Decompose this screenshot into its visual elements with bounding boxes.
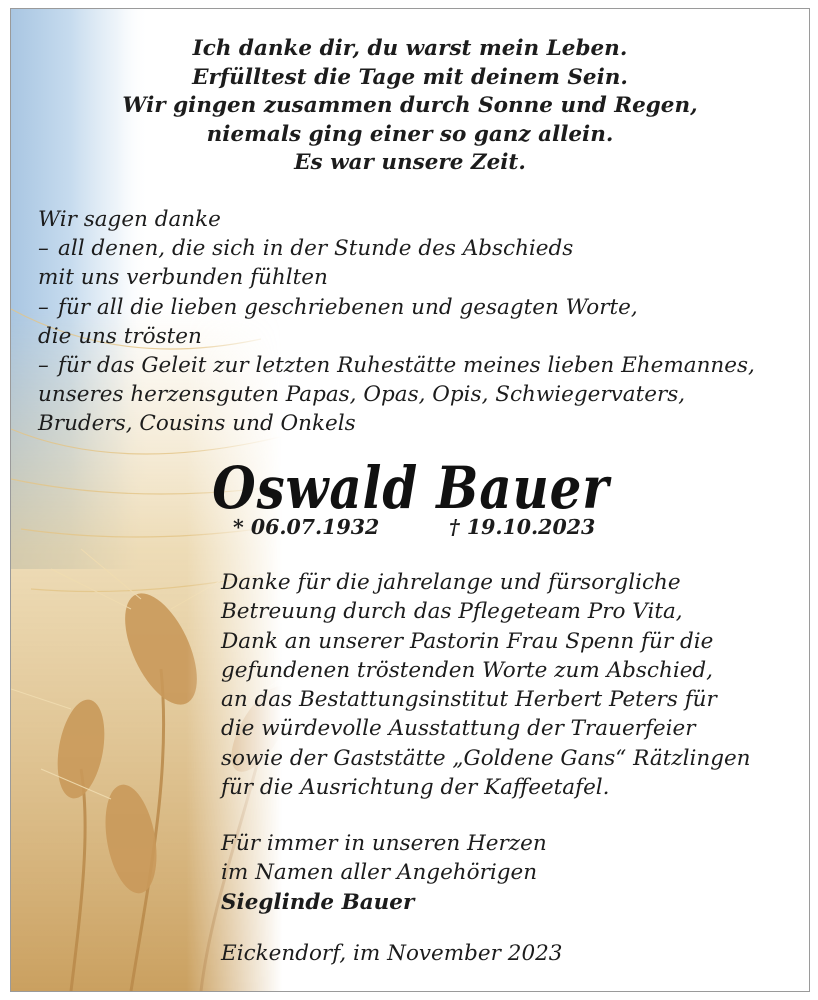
- thanks-item-text: für all die lieben geschriebenen und gesagten Worte,: [58, 294, 638, 320]
- thanks-section: [38, 205, 808, 439]
- list-dash: –: [38, 353, 49, 379]
- thanks-item: [38, 351, 808, 439]
- acknowledgement-line: die würdevolle Ausstattung der Trauerfeier: [221, 716, 696, 742]
- acknowledgement-line: gefundenen tröstenden Worte zum Abschied,: [221, 657, 714, 683]
- thanks-item-text: unseres herzensguten Papas, Opas, Opis, Schwiegervaters,: [38, 382, 686, 408]
- list-dash: –: [38, 294, 49, 320]
- thanks-item-text: für das Geleit zur letzten Ruhestätte meines lieben Ehemannes,: [58, 353, 755, 379]
- thanks-item-text: Bruders, Cousins und Onkels: [38, 411, 356, 437]
- thanks-item-text: all denen, die sich in der Stunde des Abschieds: [58, 236, 574, 262]
- acknowledgement-line: an das Bestattungsinstitut Herbert Peters für: [221, 687, 717, 713]
- thanks-item: [38, 234, 808, 292]
- acknowledgement-line: für die Ausrichtung der Kaffeetafel.: [221, 775, 610, 801]
- deceased-name: Oswald Bauer: [212, 454, 610, 522]
- memorial-poem: [11, 35, 809, 178]
- acknowledgement-line: Dank an unserer Pastorin Frau Spenn für die: [221, 628, 714, 654]
- acknowledgement-line: Betreuung durch das Pflegeteam Pro Vita,: [221, 599, 683, 625]
- thanks-item: [38, 293, 808, 351]
- poem-line: Ich danke dir, du warst mein Leben.: [192, 36, 628, 61]
- obituary-content: [11, 9, 809, 991]
- closing-line: Für immer in unseren Herzen: [221, 831, 547, 856]
- poem-line: Wir gingen zusammen durch Sonne und Regen,: [122, 93, 698, 119]
- signer-name: Sieglinde Bauer: [221, 889, 415, 915]
- thanks-intro: Wir sagen danke: [38, 207, 221, 232]
- birth-date: * 06.07.1932: [233, 515, 380, 539]
- closing-section: [221, 829, 809, 917]
- obituary-card: [10, 8, 810, 992]
- poem-line: Es war unsere Zeit.: [294, 150, 526, 176]
- poem-line: Erfülltest die Tage mit deinem Sein.: [192, 64, 628, 90]
- place-and-date: Eickendorf, im November 2023: [221, 941, 563, 966]
- acknowledgement-line: Danke für die jahrelange und fürsorgliche: [221, 570, 681, 595]
- thanks-item-text: mit uns verbunden fühlten: [38, 265, 328, 291]
- list-dash: –: [38, 236, 49, 262]
- poem-line: niemals ging einer so ganz allein.: [206, 121, 614, 147]
- death-date: † 19.10.2023: [449, 515, 596, 539]
- thanks-list: [38, 234, 808, 438]
- acknowledgement-text: [221, 568, 809, 802]
- closing-line: im Namen aller Angehörigen: [221, 860, 538, 886]
- acknowledgement-line: sowie der Gaststätte „Goldene Gans“ Rätzlingen: [221, 745, 751, 771]
- thanks-item-text: die uns trösten: [38, 323, 202, 349]
